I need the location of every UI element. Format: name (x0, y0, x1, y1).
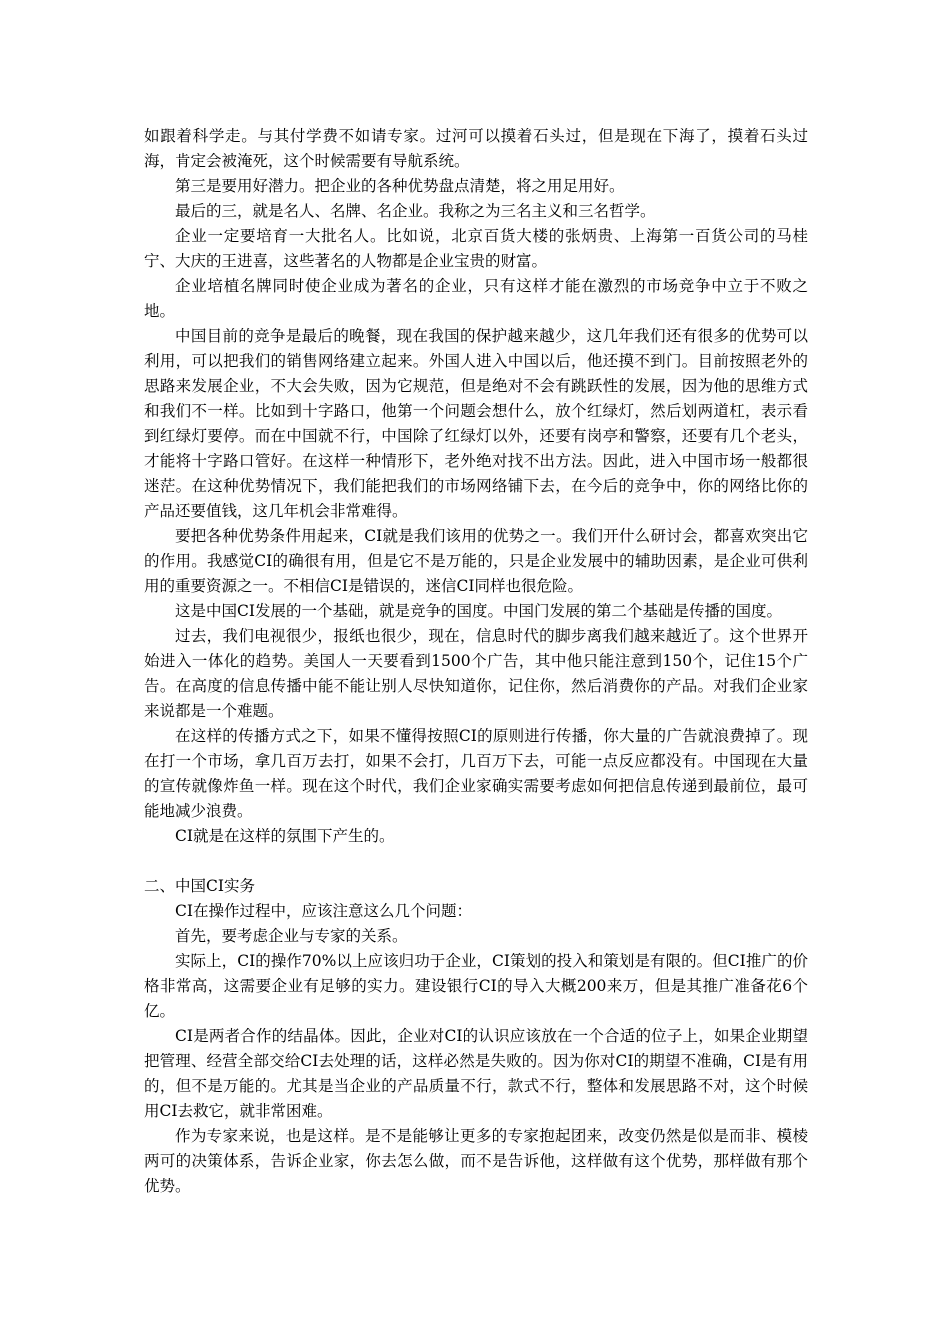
paragraph-3: 最后的三，就是名人、名牌、名企业。我称之为三名主义和三名哲学。 (175, 202, 656, 220)
paragraph-12: CI在操作过程中，应该注意这么几个问题： (175, 902, 472, 920)
paragraph-7: 要把各种优势条件用起来，CI就是我们该用的优势之一。我们开什么研讨会，都喜欢突出它的作用。我感觉CI的确很有用，但是它不是万能的，只是企业发展中的辅助因素，是企业可供利用的重要资源之一。不相信CI是错误的，迷信CI同样也很危险。 (144, 527, 808, 595)
paragraph-11: CI就是在这样的氛围下产生的。 (175, 827, 395, 845)
document-body (144, 124, 808, 1199)
paragraph-16: 作为专家来说，也是这样。是不是能够让更多的专家抱起团来，改变仍然是似是而非、模棱两可的决策体系，告诉企业家，你去怎么做，而不是告诉他，这样做有这个优势，那样做有那个优势。 (144, 1127, 808, 1195)
paragraph-6: 中国目前的竞争是最后的晚餐，现在我国的保护越来越少，这几年我们还有很多的优势可以利用，可以把我们的销售网络建立起来。外国人进入中国以后，他还摸不到门。目前按照老外的思路来发展企业，不大会失败，因为它规范，但是绝对不会有跳跃性的发展，因为他的思维方式和我们不一样。比如到十字路口，他第一个问题会想什么，放个红绿灯，然后划两道杠，表示看到红绿灯要停。而在中国就不行，中国除了红绿灯以外，还要有岗亭和警察，还要有几个老头，才能将十字路口管好。在这样一种情形下，老外绝对找不出方法。因此，进入中国市场一般都很迷茫。在这种优势情况下，我们能把我们的市场网络铺下去，在今后的竞争中，你的网络比你的产品还要值钱，这几年机会非常难得。 (144, 327, 808, 520)
paragraph-10: 在这样的传播方式之下，如果不懂得按照CI的原则进行传播，你大量的广告就浪费掉了。现在打一个市场，拿几百万去打，如果不会打，几百万下去，可能一点反应都没有。中国现在大量的宣传就像炸鱼一样。现在这个时代，我们企业家确实需要考虑如何把信息传递到最前位，最可能地减少浪费。 (144, 727, 808, 820)
paragraph-14: 实际上，CI的操作70%以上应该归功于企业，CI策划的投入和策划是有限的。但CI推广的价格非常高，这需要企业有足够的实力。建设银行CI的导入大概200来万，但是其推广准备花6个亿。 (144, 952, 808, 1020)
section-heading: 二、中国CI实务 (144, 877, 255, 895)
paragraph-13: 首先，要考虑企业与专家的关系。 (175, 927, 408, 945)
paragraph-15: CI是两者合作的结晶体。因此，企业对CI的认识应该放在一个合适的位子上，如果企业期望把管理、经营全部交给CI去处理的话，这样必然是失败的。因为你对CI的期望不准确，CI是有用的，但不是万能的。尤其是当企业的产品质量不行，款式不行，整体和发展思路不对，这个时候用CI去救它，就非常困难。 (144, 1027, 808, 1120)
paragraph-9: 过去，我们电视很少，报纸也很少，现在，信息时代的脚步离我们越来越近了。这个世界开始进入一体化的趋势。美国人一天要看到1500个广告，其中他只能注意到150个，记住15个广告。在高度的信息传播中能不能让别人尽快知道你，记住你，然后消费你的产品。对我们企业家来说都是一个难题。 (144, 627, 808, 720)
paragraph-2: 第三是要用好潜力。把企业的各种优势盘点清楚，将之用足用好。 (175, 177, 625, 195)
paragraph-4: 企业一定要培育一大批名人。比如说，北京百货大楼的张炳贵、上海第一百货公司的马桂宁、大庆的王进喜，这些著名的人物都是企业宝贵的财富。 (144, 227, 808, 270)
paragraph-1: 如跟着科学走。与其付学费不如请专家。过河可以摸着石头过，但是现在下海了，摸着石头过海，肯定会被淹死，这个时候需要有导航系统。 (144, 127, 808, 170)
paragraph-8: 这是中国CI发展的一个基础，就是竞争的国度。中国门发展的第二个基础是传播的国度。 (175, 602, 782, 620)
paragraph-5: 企业培植名牌同时使企业成为著名的企业，只有这样才能在激烈的市场竞争中立于不败之地。 (144, 277, 808, 320)
